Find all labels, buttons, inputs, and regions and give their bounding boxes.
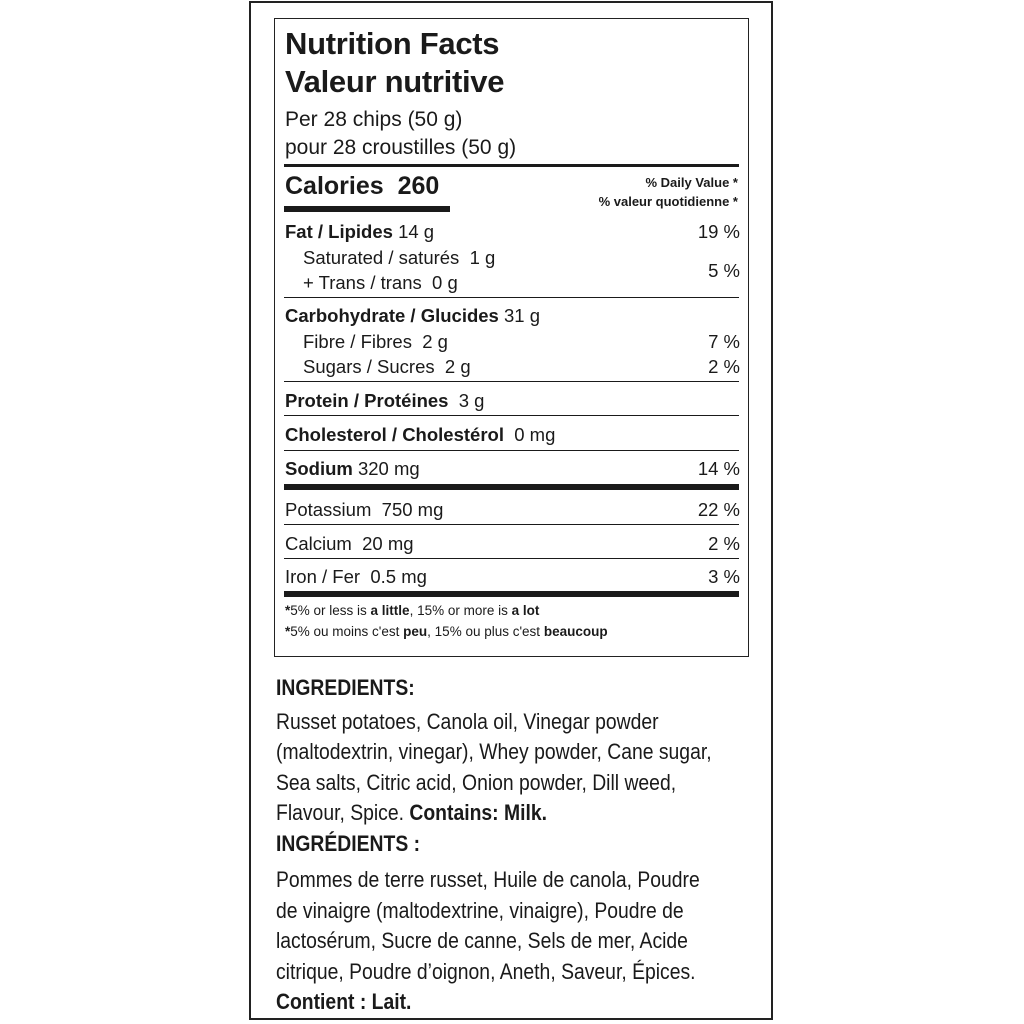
potassium-amount: 750 mg xyxy=(381,499,444,520)
footnote-text: 5% ou moins c'est xyxy=(290,624,404,639)
fat-label: Fat / Lipides xyxy=(285,221,393,242)
ingredients-line: Sea salts, Citric acid, Onion powder, Dill weed, xyxy=(276,769,677,795)
carb-row xyxy=(285,305,540,327)
allergen-statement-en: Contains: Milk. xyxy=(409,800,547,825)
sugars-amount: 2 g xyxy=(444,356,471,377)
footnote-star: * xyxy=(285,624,291,639)
carb-amount: 31 g xyxy=(503,305,540,326)
footnote-star: * xyxy=(285,603,291,618)
allergen-statement-fr: Contient : Lait. xyxy=(276,989,412,1014)
rule xyxy=(284,450,739,451)
footnote-text: , 15% ou plus c'est xyxy=(427,624,544,639)
sodium-pct: 14 % xyxy=(697,458,740,479)
potassium-label: Potassium xyxy=(285,499,372,520)
sugars-pct: 2 % xyxy=(708,356,740,377)
rule xyxy=(284,524,739,525)
iron-label: Iron / Fer xyxy=(285,566,361,587)
trans-label: + Trans / trans xyxy=(303,272,422,293)
iron-amount: 0.5 mg xyxy=(370,566,427,587)
iron-pct: 3 % xyxy=(708,566,740,587)
ingredients-line: de vinaigre (maltodextrine, vinaigre), Poudre de xyxy=(276,897,684,923)
potassium-row xyxy=(285,499,443,521)
calcium-row xyxy=(285,533,414,555)
saturated-amount: 1 g xyxy=(469,247,496,268)
iron-row xyxy=(285,566,427,588)
calcium-amount: 20 mg xyxy=(362,533,414,554)
fibre-amount: 2 g xyxy=(422,331,448,352)
footnote-lot: beaucoup xyxy=(543,624,608,639)
ingredients-line: (maltodextrin, vinegar), Whey powder, Cane sugar, xyxy=(276,739,712,764)
sugars-label: Sugars / Sucres xyxy=(303,356,435,377)
serving-size-en: Per 28 chips (50 g) xyxy=(285,108,463,131)
footnote-little: a little xyxy=(370,603,410,618)
calories-underline xyxy=(284,206,450,212)
fibre-label: Fibre / Fibres xyxy=(303,331,412,352)
footnote-en xyxy=(285,603,539,618)
rule xyxy=(284,297,739,298)
title-en: Nutrition Facts xyxy=(285,26,500,61)
rule-thick xyxy=(284,164,739,167)
rule-thick xyxy=(284,591,739,597)
calcium-pct: 2 % xyxy=(708,533,740,554)
trans-amount: 0 g xyxy=(432,272,458,293)
carb-label: Carbohydrate / Glucides xyxy=(285,305,499,326)
calories-label: Calories xyxy=(285,172,384,200)
footnote-lot: a lot xyxy=(511,603,540,618)
ingredients-line: Pommes de terre russet, Huile de canola, Poudre xyxy=(276,867,700,892)
calcium-label: Calcium xyxy=(285,533,352,554)
dv-header-en: % Daily Value * xyxy=(645,175,738,190)
ingredients-en xyxy=(276,673,758,1018)
ingredients-line: Russet potatoes, Canola oil, Vinegar powder xyxy=(276,708,659,734)
rule xyxy=(284,415,739,416)
rule xyxy=(284,381,739,382)
footnote-little: peu xyxy=(403,624,428,639)
ingredients-line xyxy=(276,798,758,829)
footnote-fr xyxy=(285,624,608,639)
fibre-row xyxy=(303,331,448,353)
potassium-pct: 22 % xyxy=(697,499,740,520)
calories-value: 260 xyxy=(397,172,440,200)
ingredients-heading-fr: INGRÉDIENTS : xyxy=(276,830,421,856)
rule xyxy=(284,558,739,559)
cholesterol-amount: 0 mg xyxy=(514,424,556,445)
trans-row xyxy=(303,272,458,294)
ingredients-text: Flavour, Spice. xyxy=(276,800,404,825)
fat-pct: 19 % xyxy=(697,221,740,242)
ingredients-line: citrique, Poudre d’oignon, Aneth, Saveur, Épices. xyxy=(276,958,696,984)
footnote-text: , 15% or more is xyxy=(409,603,512,618)
saturated-label: Saturated / saturés xyxy=(303,247,460,268)
saturated-row xyxy=(303,247,495,269)
sat-trans-pct: 5 % xyxy=(708,260,740,281)
protein-row xyxy=(285,390,484,412)
sodium-amount: 320 mg xyxy=(357,458,420,479)
dv-header-fr: % valeur quotidienne * xyxy=(598,194,738,209)
sodium-label: Sodium xyxy=(285,458,353,479)
title-fr: Valeur nutritive xyxy=(285,64,505,99)
fibre-pct: 7 % xyxy=(708,331,740,352)
sugars-row xyxy=(303,356,471,378)
serving-size-fr: pour 28 croustilles (50 g) xyxy=(285,136,517,159)
cholesterol-label: Cholesterol / Cholestérol xyxy=(285,424,504,445)
ingredients-heading-en: INGREDIENTS: xyxy=(276,675,415,700)
fat-amount: 14 g xyxy=(398,221,435,242)
fat-row xyxy=(285,221,434,243)
protein-label: Protein / Protéines xyxy=(285,390,449,411)
protein-amount: 3 g xyxy=(458,390,485,411)
cholesterol-row xyxy=(285,424,555,446)
ingredients-line: lactosérum, Sucre de canne, Sels de mer, Acide xyxy=(276,928,688,953)
calories-row xyxy=(285,172,439,201)
footnote-text: 5% or less is xyxy=(290,603,371,618)
sodium-row xyxy=(285,458,420,480)
rule-thick xyxy=(284,484,739,490)
